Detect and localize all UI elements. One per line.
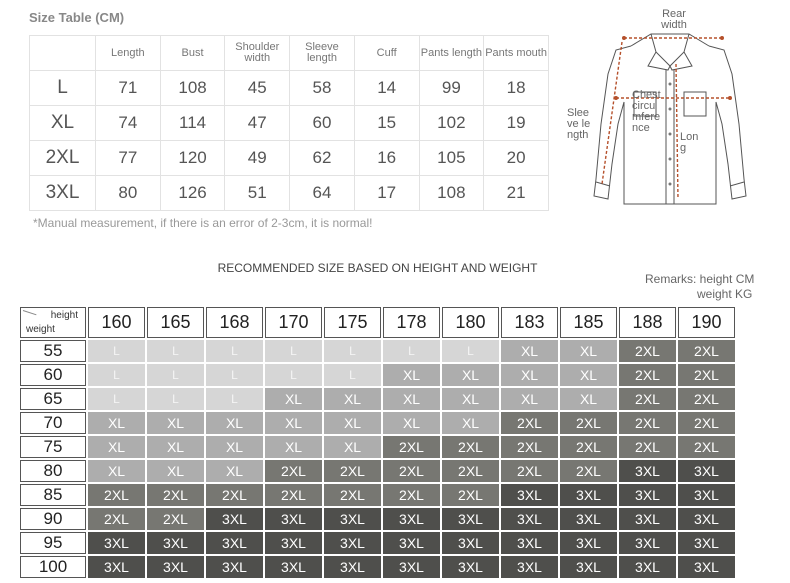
size-cell: 3XL [619, 556, 676, 578]
size-cell: XL [501, 364, 558, 386]
size-cell: 3XL [88, 556, 145, 578]
size-cell: 2XL [678, 340, 735, 362]
size-cell: 3XL [501, 556, 558, 578]
recommendation-grid [18, 305, 737, 580]
size-cell: 3XL [324, 508, 381, 530]
size-value: 21 [484, 176, 549, 211]
size-cell: XL [265, 388, 322, 410]
size-cell: 3XL [442, 508, 499, 530]
size-cell: 2XL [383, 484, 440, 506]
size-value: 108 [419, 176, 484, 211]
size-cell: 2XL [560, 412, 617, 434]
size-cell: XL [147, 436, 204, 458]
size-cell: 3XL [383, 532, 440, 554]
size-cell: 3XL [678, 532, 735, 554]
weight-label: 70 [20, 412, 86, 434]
size-cell: L [206, 340, 263, 362]
size-cell: XL [265, 436, 322, 458]
size-value: 47 [225, 106, 290, 141]
size-cell: 2XL [678, 388, 735, 410]
size-cell: 3XL [619, 508, 676, 530]
size-cell: 3XL [678, 460, 735, 482]
size-value: 20 [484, 141, 549, 176]
weight-label: 80 [20, 460, 86, 482]
size-cell: 3XL [206, 532, 263, 554]
size-cell: L [324, 340, 381, 362]
size-value: 71 [96, 71, 161, 106]
size-value: 77 [96, 141, 161, 176]
size-cell: 3XL [442, 532, 499, 554]
size-cell: 3XL [560, 532, 617, 554]
size-cell: 2XL [442, 460, 499, 482]
size-value: 105 [419, 141, 484, 176]
size-cell: 2XL [501, 412, 558, 434]
height-header: 165 [147, 307, 204, 338]
weight-row [20, 556, 735, 578]
size-value: 108 [160, 71, 225, 106]
size-table [29, 35, 549, 211]
size-value: 102 [419, 106, 484, 141]
height-header: 190 [678, 307, 735, 338]
size-cell: 2XL [501, 436, 558, 458]
size-header-corner [30, 36, 96, 71]
size-cell: XL [501, 388, 558, 410]
size-cell: L [324, 364, 381, 386]
size-row [30, 176, 549, 211]
size-cell: 3XL [619, 460, 676, 482]
remarks-weight: weight KG [697, 287, 753, 301]
size-cell: 2XL [619, 364, 676, 386]
size-cell: XL [88, 460, 145, 482]
size-row [30, 71, 549, 106]
size-cell: L [442, 340, 499, 362]
size-cell: 3XL [501, 484, 558, 506]
size-value: 51 [225, 176, 290, 211]
size-cell: 3XL [678, 484, 735, 506]
size-cell: 2XL [147, 484, 204, 506]
size-value: 62 [290, 141, 355, 176]
size-row [30, 106, 549, 141]
size-cell: XL [442, 388, 499, 410]
size-value: 126 [160, 176, 225, 211]
sleeve-length-label: Sleeve length [567, 107, 591, 141]
height-header: 160 [88, 307, 145, 338]
size-cell: 3XL [147, 556, 204, 578]
size-cell: 2XL [678, 364, 735, 386]
size-table-title: Size Table (CM) [29, 10, 125, 25]
size-cell: XL [324, 388, 381, 410]
height-header: 180 [442, 307, 499, 338]
weight-row [20, 436, 735, 458]
size-label: 2XL [30, 141, 96, 176]
size-value: 14 [354, 71, 419, 106]
size-cell: 3XL [265, 508, 322, 530]
size-cell: 2XL [324, 460, 381, 482]
size-cell: 2XL [383, 460, 440, 482]
size-cell: L [206, 388, 263, 410]
size-cell: XL [147, 412, 204, 434]
size-cell: 3XL [265, 532, 322, 554]
size-cell: XL [383, 388, 440, 410]
size-cell: 2XL [265, 460, 322, 482]
weight-row [20, 484, 735, 506]
size-cell: L [206, 364, 263, 386]
size-cell: 3XL [501, 532, 558, 554]
size-cell: 2XL [88, 484, 145, 506]
size-cell: L [147, 388, 204, 410]
size-cell: XL [383, 412, 440, 434]
weight-label: 90 [20, 508, 86, 530]
size-cell: 2XL [88, 508, 145, 530]
height-header: 168 [206, 307, 263, 338]
size-cell: 2XL [678, 436, 735, 458]
weight-label: 85 [20, 484, 86, 506]
size-cell: 3XL [501, 508, 558, 530]
size-cell: XL [501, 340, 558, 362]
size-cell: 2XL [501, 460, 558, 482]
size-header-cell: Bust [160, 36, 225, 71]
weight-row [20, 340, 735, 362]
weight-label: 55 [20, 340, 86, 362]
size-cell: 3XL [619, 484, 676, 506]
size-value: 45 [225, 71, 290, 106]
size-label: L [30, 71, 96, 106]
corner-cell [20, 307, 86, 338]
size-cell: XL [88, 436, 145, 458]
size-cell: 2XL [265, 484, 322, 506]
size-cell: 3XL [560, 484, 617, 506]
size-cell: 3XL [324, 532, 381, 554]
size-cell: XL [560, 364, 617, 386]
weight-row [20, 508, 735, 530]
size-cell: XL [442, 364, 499, 386]
weight-row [20, 532, 735, 554]
weight-row [20, 412, 735, 434]
size-cell: 2XL [383, 436, 440, 458]
weight-label: 75 [20, 436, 86, 458]
height-header: 178 [383, 307, 440, 338]
size-header-cell: Sleeve length [290, 36, 355, 71]
size-cell: 2XL [206, 484, 263, 506]
size-header-cell: Shoulder width [225, 36, 290, 71]
size-cell: 2XL [678, 412, 735, 434]
size-value: 58 [290, 71, 355, 106]
size-value: 114 [160, 106, 225, 141]
size-row [30, 141, 549, 176]
size-cell: 3XL [619, 532, 676, 554]
size-value: 99 [419, 71, 484, 106]
size-value: 64 [290, 176, 355, 211]
size-cell: 3XL [383, 508, 440, 530]
size-label: XL [30, 106, 96, 141]
size-cell: 3XL [206, 556, 263, 578]
corner-height-label: height [50, 310, 78, 321]
size-value: 120 [160, 141, 225, 176]
size-cell: 2XL [560, 436, 617, 458]
size-cell: 3XL [560, 508, 617, 530]
size-value: 74 [96, 106, 161, 141]
size-value: 19 [484, 106, 549, 141]
rear-width-label: Rear width [661, 8, 687, 31]
size-cell: XL [324, 412, 381, 434]
long-label: Long [680, 131, 699, 154]
size-value: 80 [96, 176, 161, 211]
size-header-cell: Cuff [354, 36, 419, 71]
size-cell: 3XL [678, 556, 735, 578]
weight-row [20, 460, 735, 482]
size-cell: XL [206, 436, 263, 458]
measurement-note: *Manual measurement, if there is an error of 2-3cm, it is normal! [33, 216, 373, 230]
size-cell: L [265, 364, 322, 386]
size-cell: XL [560, 388, 617, 410]
size-cell: XL [147, 460, 204, 482]
height-header: 188 [619, 307, 676, 338]
size-header-cell: Pants mouth [484, 36, 549, 71]
size-cell: 3XL [88, 532, 145, 554]
recommendation-title: RECOMMENDED SIZE BASED ON HEIGHT AND WEIGHT [217, 261, 538, 275]
jacket-diagram [556, 4, 786, 218]
weight-label: 60 [20, 364, 86, 386]
size-cell: 2XL [560, 460, 617, 482]
size-value: 15 [354, 106, 419, 141]
size-cell: 2XL [619, 388, 676, 410]
size-cell: 2XL [442, 436, 499, 458]
size-cell: 2XL [619, 412, 676, 434]
weight-label: 65 [20, 388, 86, 410]
size-cell: 3XL [560, 556, 617, 578]
size-cell: 2XL [147, 508, 204, 530]
size-header-cell: Pants length [419, 36, 484, 71]
size-cell: 2XL [442, 484, 499, 506]
size-cell: 2XL [324, 484, 381, 506]
size-cell: 2XL [619, 436, 676, 458]
remarks [645, 272, 754, 302]
size-header-cell: Length [96, 36, 161, 71]
size-cell: L [88, 340, 145, 362]
height-header: 185 [560, 307, 617, 338]
size-cell: XL [324, 436, 381, 458]
weight-row [20, 388, 735, 410]
size-value: 17 [354, 176, 419, 211]
size-cell: L [88, 364, 145, 386]
corner-weight-label: weight [26, 324, 55, 335]
height-header: 170 [265, 307, 322, 338]
chest-label: Chest circumference [632, 89, 661, 134]
size-label: 3XL [30, 176, 96, 211]
size-cell: 3XL [265, 556, 322, 578]
size-cell: XL [442, 412, 499, 434]
height-header: 175 [324, 307, 381, 338]
size-cell: L [147, 340, 204, 362]
size-cell: 2XL [619, 340, 676, 362]
weight-row [20, 364, 735, 386]
size-value: 49 [225, 141, 290, 176]
weight-label: 100 [20, 556, 86, 578]
weight-label: 95 [20, 532, 86, 554]
size-cell: XL [206, 460, 263, 482]
size-cell: XL [265, 412, 322, 434]
size-value: 60 [290, 106, 355, 141]
size-cell: XL [88, 412, 145, 434]
size-value: 16 [354, 141, 419, 176]
size-cell: L [88, 388, 145, 410]
size-cell: 3XL [678, 508, 735, 530]
size-cell: L [147, 364, 204, 386]
size-cell: 3XL [147, 532, 204, 554]
size-cell: XL [560, 340, 617, 362]
size-cell: L [383, 340, 440, 362]
size-cell: XL [206, 412, 263, 434]
size-cell: 3XL [324, 556, 381, 578]
remarks-height: Remarks: height CM [645, 272, 755, 286]
size-cell: L [265, 340, 322, 362]
size-cell: XL [383, 364, 440, 386]
size-cell: 3XL [383, 556, 440, 578]
size-cell: 3XL [206, 508, 263, 530]
size-value: 18 [484, 71, 549, 106]
height-header: 183 [501, 307, 558, 338]
size-cell: 3XL [442, 556, 499, 578]
